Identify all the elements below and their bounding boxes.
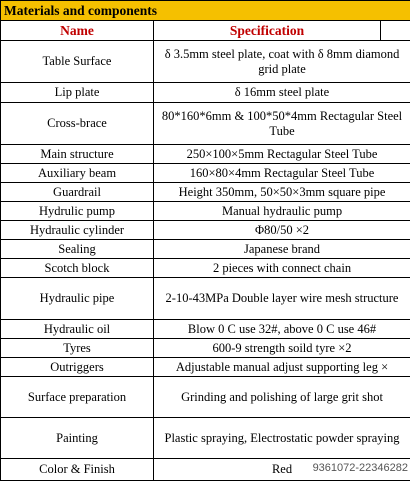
row-spec: 2 pieces with connect chain	[154, 259, 410, 278]
table-row	[1, 41, 410, 83]
row-spec: Manual hydraulic pump	[154, 202, 410, 221]
row-name: Surface preparation	[1, 377, 154, 418]
row-spec: 160×80×4mm Rectagular Steel Tube	[154, 164, 410, 183]
row-name: Guardrail	[1, 183, 154, 202]
row-name: Hydraulic cylinder	[1, 221, 154, 240]
row-spec: Adjustable manual adjust supporting leg ×	[154, 358, 410, 377]
table-row	[1, 183, 410, 202]
row-name: Outriggers	[1, 358, 154, 377]
row-name: Auxiliary beam	[1, 164, 154, 183]
row-spec: 600-9 strength soild tyre ×2	[154, 339, 410, 358]
row-spec: Height 350mm, 50×50×3mm square pipe	[154, 183, 410, 202]
row-spec: 250×100×5mm Rectagular Steel Tube	[154, 145, 410, 164]
row-name: Painting	[1, 418, 154, 459]
row-spec: Red	[154, 459, 410, 481]
table-row	[1, 103, 410, 145]
table-row	[1, 358, 410, 377]
watermark-id: 9361072-22346282	[311, 462, 410, 474]
table-row	[1, 320, 410, 339]
table-row	[1, 278, 410, 320]
row-spec: 2-10-43MPa Double layer wire mesh structure	[154, 278, 410, 320]
table-row	[1, 259, 410, 278]
table-row	[1, 418, 410, 459]
row-spec: Blow 0 C use 32#, above 0 C use 46#	[154, 320, 410, 339]
row-spec: 80*160*6mm & 100*50*4mm Rectagular Steel Tube	[154, 103, 410, 145]
table-row	[1, 83, 410, 103]
title-row	[1, 1, 410, 21]
row-spec: Φ80/50 ×2	[154, 221, 410, 240]
row-name: Cross-brace	[1, 103, 154, 145]
row-name: Main structure	[1, 145, 154, 164]
row-name: Color & Finish	[1, 459, 154, 481]
row-name: Hydraulic oil	[1, 320, 154, 339]
row-spec: Japanese brand	[154, 240, 410, 259]
specification-header: Specification	[154, 21, 381, 41]
row-name: Scotch block	[1, 259, 154, 278]
row-spec: Plastic spraying, Electrostatic powder spraying	[154, 418, 410, 459]
table-title: Materials and components	[1, 1, 410, 21]
table-row	[1, 202, 410, 221]
row-name: Lip plate	[1, 83, 154, 103]
table-row	[1, 240, 410, 259]
row-name: Hydraulic pipe	[1, 278, 154, 320]
row-name: Hydrulic pump	[1, 202, 154, 221]
row-spec: δ 16mm steel plate	[154, 83, 410, 103]
table-row	[1, 339, 410, 358]
row-name: Sealing	[1, 240, 154, 259]
row-name: Table Surface	[1, 41, 154, 83]
table-row	[1, 145, 410, 164]
table-row	[1, 221, 410, 240]
extra-header-cell	[381, 21, 410, 41]
name-header: Name	[1, 21, 154, 41]
table-row	[1, 377, 410, 418]
table-row	[1, 164, 410, 183]
row-name: Tyres	[1, 339, 154, 358]
row-spec: Grinding and polishing of large grit shot	[154, 377, 410, 418]
row-spec: δ 3.5mm steel plate, coat with δ 8mm diamond grid plate	[154, 41, 410, 83]
header-row	[1, 21, 410, 41]
